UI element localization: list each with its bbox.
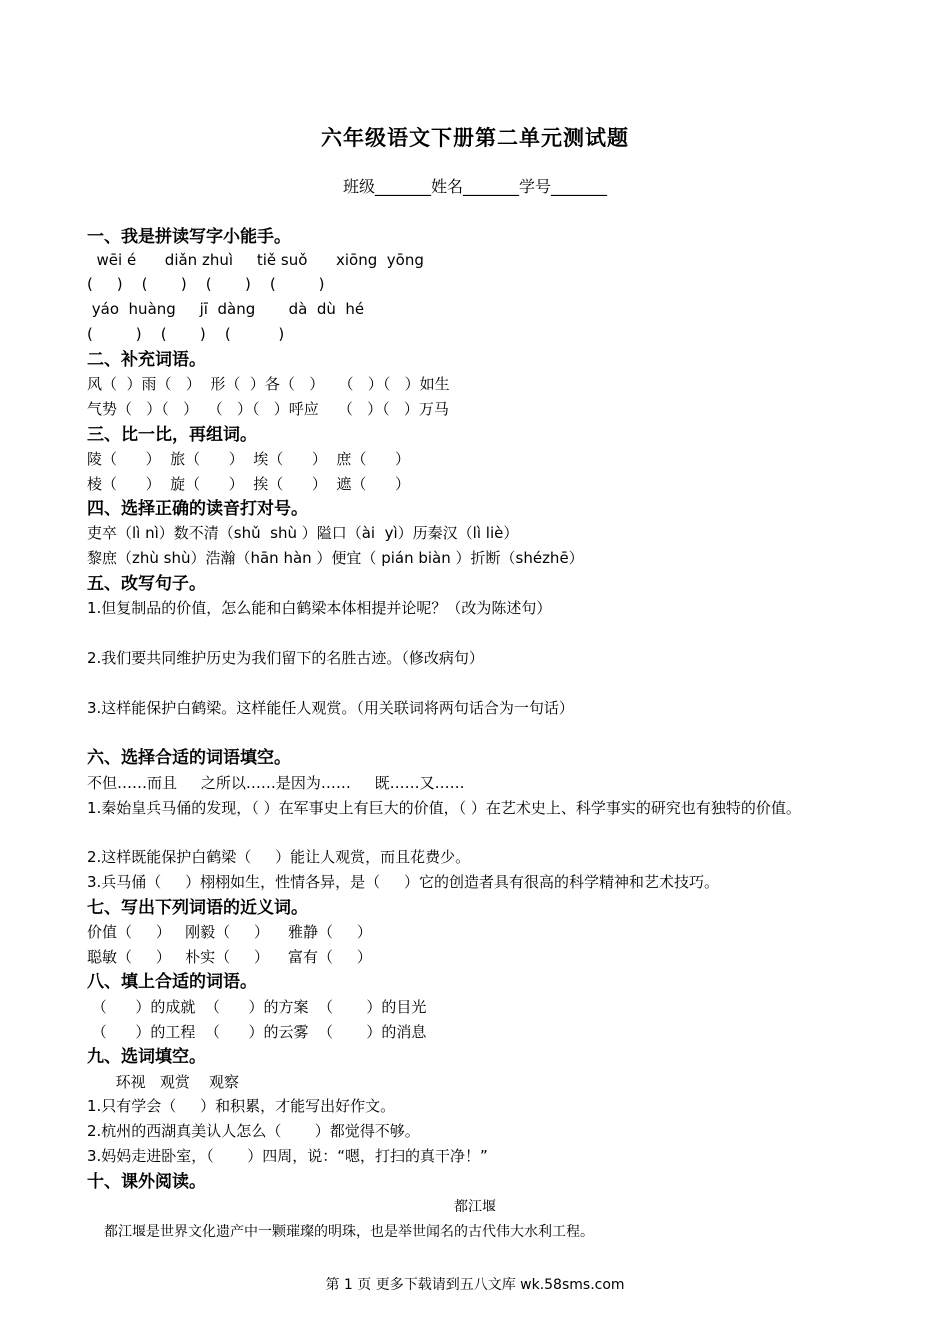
section-3-line-1: 陵（ ） 旅（ ） 埃（ ） 庶（ ）	[87, 450, 411, 468]
section-7-line-1: 价值（ ） 刚毅（ ） 雅静（ ）	[87, 923, 372, 941]
reading-article-title: 都江堰	[454, 1199, 496, 1215]
section-3-heading: 三、比一比，再组词。	[87, 425, 257, 445]
section-1-heading: 一、我是拼读写字小能手。	[87, 227, 291, 247]
section-6-options: 不但……而且 之所以……是因为…… 既……又……	[87, 774, 465, 792]
section-8-line-1: （ ）的成就 （ ）的方案 （ ）的目光	[87, 998, 427, 1016]
section-2-heading: 二、补充词语。	[87, 350, 206, 370]
choose-question-3: 3.妈妈走进卧室，（ ）四周，说：“嗯，打扫的真干净！”	[87, 1147, 488, 1165]
section-7-line-2: 聪敏（ ） 朴实（ ） 富有（ ）	[87, 948, 372, 966]
section-5-heading: 五、改写句子。	[87, 574, 206, 594]
section-9-heading: 九、选词填空。	[87, 1047, 206, 1067]
fill-question-1: 1.秦始皇兵马俑的发现，（ ）在军事史上有巨大的价值，（ ）在艺术史上、科学事实的研究也有独特的价值。	[87, 799, 801, 817]
rewrite-question-3: 3.这样能保护白鹤梁。这样能任人观赏。（用关联词将两句话合为一句话）	[87, 699, 574, 717]
document-title: 六年级语文下册第二单元测试题	[321, 126, 629, 150]
section-8-line-2: （ ）的工程 （ ）的云雾 （ ）的消息	[87, 1023, 427, 1041]
blank-row-1: ( ) ( ) ( ) ( )	[87, 275, 325, 293]
pinyin-row-1: wēi é diǎn zhuì tiě suǒ xiōng yōng	[87, 251, 424, 269]
fill-question-3: 3.兵马俑（ ）栩栩如生，性情各异，是（ ）它的创造者具有很高的科学精神和艺术技巧。	[87, 873, 719, 891]
section-4-line-1: 吏卒（lì nì）数不清（shǔ shù ）隘口（ài yì）历秦汉（lì liè）	[87, 524, 519, 542]
fill-question-2: 2.这样既能保护白鹤梁（ ）能让人观赏，而且花费少。	[87, 848, 471, 866]
student-info-line: 班级_______姓名_______学号_______	[342, 177, 607, 196]
section-2-line-2: 气势（ ）（ ） （ ）（ ）呼应 （ ）（ ）万马	[87, 400, 449, 418]
section-8-heading: 八、填上合适的词语。	[87, 972, 257, 992]
choose-question-2: 2.杭州的西湖真美认人怎么（ ）都觉得不够。	[87, 1122, 420, 1140]
section-9-options: 环视 观赏 观察	[87, 1073, 239, 1091]
reading-article-paragraph: 都江堰是世界文化遗产中一颗璀璨的明珠，也是举世闻名的古代伟大水利工程。	[104, 1224, 594, 1240]
section-2-line-1: 风（ ）雨（ ） 形（ ）各（ ） （ ）（ ）如生	[87, 375, 450, 393]
section-10-heading: 十、课外阅读。	[87, 1172, 206, 1192]
section-3-line-2: 棱（ ） 旋（ ） 挨（ ） 遮（ ）	[87, 475, 411, 493]
section-7-heading: 七、写出下列词语的近义词。	[87, 898, 308, 918]
section-4-heading: 四、选择正确的读音打对号。	[87, 499, 308, 519]
rewrite-question-2: 2.我们要共同维护历史为我们留下的名胜古迹。（修改病句）	[87, 649, 484, 667]
choose-question-1: 1.只有学会（ ）和积累，才能写出好作文。	[87, 1097, 396, 1115]
section-4-line-2: 黎庶（zhù shù）浩瀚（hān hàn ）便宜（ pián biàn ）折断（shézhē）	[87, 549, 584, 567]
rewrite-question-1: 1.但复制品的价值，怎么能和白鹤梁本体相提并论呢？（改为陈述句）	[87, 599, 552, 617]
section-6-heading: 六、选择合适的词语填空。	[87, 748, 291, 768]
pinyin-row-2: yáo huàng jī dàng dà dù hé	[87, 300, 365, 318]
blank-row-2: ( ) ( ) ( )	[87, 325, 285, 343]
page-footer: 第 1 页 更多下载请到五八文库 wk.58sms.com	[325, 1277, 625, 1293]
